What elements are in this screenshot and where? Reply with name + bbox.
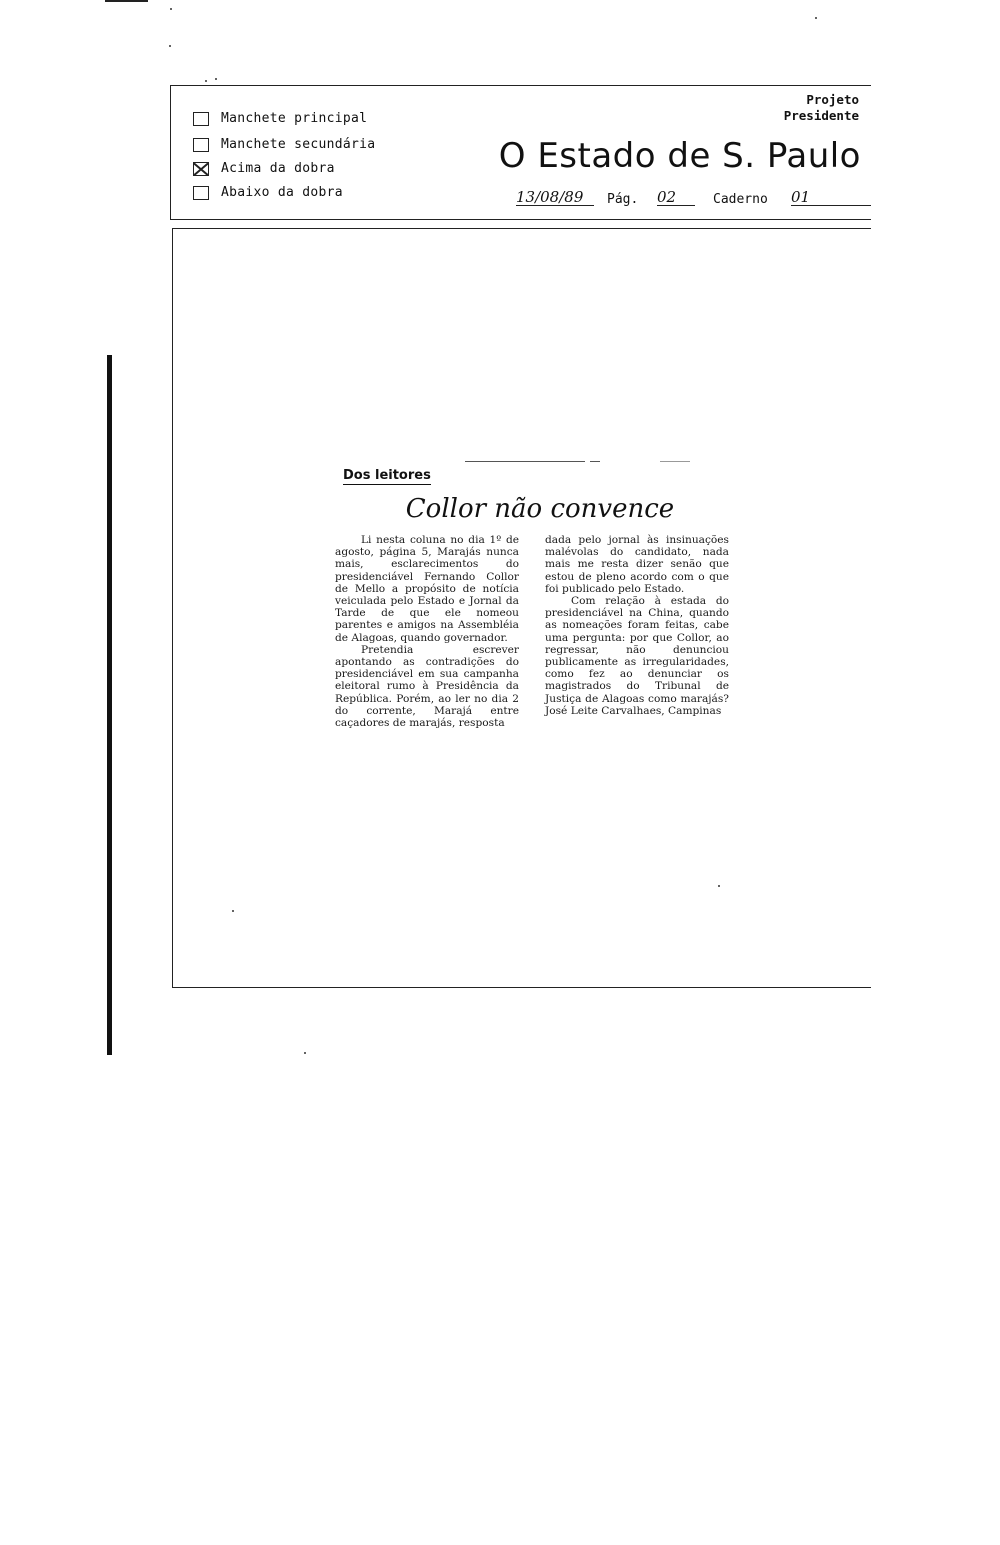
newspaper-masthead: O Estado de S. Paulo [498, 136, 861, 176]
article-column-2 [545, 534, 729, 717]
checkbox-label: Acima da dobra [221, 161, 335, 176]
rule-line [465, 461, 585, 462]
checkbox-manchete-principal [193, 111, 367, 126]
checkbox-label: Manchete secundária [221, 137, 376, 152]
scan-speck [215, 78, 217, 80]
section-label: Caderno [713, 192, 768, 207]
article-column-1 [335, 534, 519, 729]
article-headline: Collor não convence [405, 494, 675, 524]
date-value: 13/08/89 [516, 190, 594, 206]
project-line-2: Presidente [783, 108, 859, 123]
page-label: Pág. [607, 192, 639, 207]
checkbox-box [193, 112, 209, 126]
project-label [784, 92, 859, 124]
article-paragraph: dada pelo jornal às insinuações malévolas do candidato, nada mais me resta dizer senão que estou de pleno acordo com o que foi publicado pelo Estado. [545, 534, 729, 595]
scan-artifact-bar [105, 0, 148, 2]
checkbox-label: Manchete principal [221, 111, 368, 126]
scan-speck [169, 45, 171, 47]
checkbox-box [193, 186, 209, 200]
checked-box-icon [193, 162, 209, 176]
page-value: 02 [657, 190, 695, 206]
article-paragraph: Li nesta coluna no dia 1º de agosto, página 5, Marajás nunca mais, esclarecimentos do presidenciável Fernando Collor de Mello a propósito de notícia veiculada pelo Estado e Jornal da Tarde de que ele nomeou parentes e amigos na Assembléia de Alagoas, quando governador. [335, 534, 519, 644]
rule-line [660, 461, 690, 462]
checkbox-label: Abaixo da dobra [221, 185, 343, 200]
scan-speck [205, 80, 207, 82]
scan-edge-shadow [107, 355, 112, 1055]
section-title: Dos leitores [343, 468, 431, 483]
checkbox-box [193, 138, 209, 152]
section-value: 01 [791, 190, 871, 206]
checkbox-manchete-secundaria [193, 137, 375, 152]
scan-speck [304, 1052, 306, 1054]
article-paragraph: Pretendia escrever apontando as contradições do presidenciável em sua campanha eleitoral rumo à Presidência da República. Porém, ao ler no dia 2 do corrente, Marajá entre caçadores de marajás, resposta [335, 643, 519, 730]
clipping-frame [172, 228, 871, 988]
checkbox-abaixo-da-dobra [193, 185, 343, 200]
clipping-stamp [170, 85, 871, 220]
scan-speck [815, 17, 817, 19]
rule-line [590, 461, 600, 462]
checkbox-acima-da-dobra [193, 161, 335, 176]
article-paragraph: Com relação à estada do presidenciável na China, quando as nomeações foram feitas, cabe uma pergunta: por que Collor, ao regressar, não denunciou publicamente as irregularidades, como fez ao denunciar os magistrados do Tribunal de Justiça de Alagoas como marajás? José Leite Carvalhaes, Campinas [545, 595, 729, 717]
clipping-meta [516, 190, 871, 210]
scan-speck [170, 8, 172, 10]
project-line-1: Projeto [806, 92, 859, 107]
